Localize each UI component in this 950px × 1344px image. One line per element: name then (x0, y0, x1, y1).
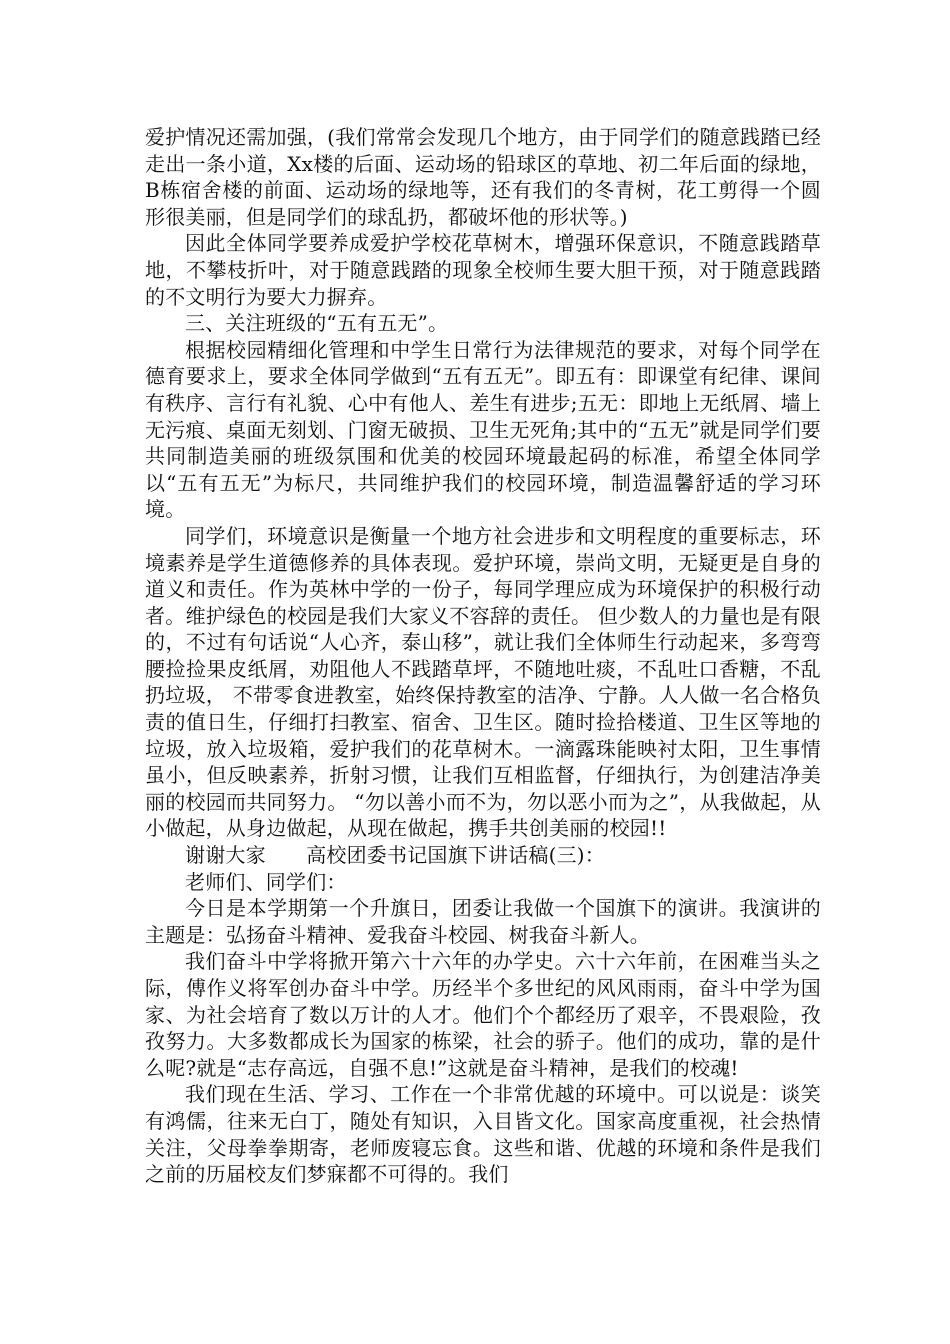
paragraph-8: 今日是本学期第一个升旗日，团委让我做一个国旗下的演讲。我演讲的主题是：弘扬奋斗精神、爱我奋斗校园、树我奋斗新人。 (145, 896, 821, 947)
paragraph-9: 我们奋斗中学将掀开第六十六年的办学史。六十六年前，在困难当头之际，傅作义将军创办奋斗中学。历经半个多世纪的风风雨雨，奋斗中学为国家、为社会培育了数以万计的人才。他们个个都经历了艰辛，不畏艰险，孜孜努力。大多数都成长为国家的栋梁，社会的骄子。他们的成功，靠的是什么呢?就是“志存高远，自强不息!”这就是奋斗精神，是我们的校魂! (145, 949, 821, 1080)
paragraph-10: 我们现在生活、学习、工作在一个非常优越的环境中。可以说是：谈笑有鸿儒，往来无白丁，随处有知识，入目皆文化。国家高度重视，社会热情关注，父母拳拳期寄，老师废寝忘食。这些和谐、优越的环境和条件是我们之前的历届校友们梦寐都不可得的。我们 (145, 1082, 821, 1187)
salutation: 老师们、同学们： (185, 869, 347, 894)
paragraph-4: 根据校园精细化管理和中学生日常行为法律规范的要求，对每个同学在德育要求上，要求全体同学做到“五有五无”。即五有：即课堂有纪律、课间有秩序、言行有礼貌、心中有他人、差生有进步;五无：即地上无纸屑、墙上无污痕、桌面无刻划、门窗无破损、卫生无死角;其中的“五无”就是同学们要共同制造美丽的班级氛围和优美的校园环境最起码的标准，希望全体同学以“五有五无”为标尺，共同维护我们的校园环境，制造温馨舒适的学习环境。 (145, 337, 821, 522)
document-body (145, 124, 821, 1188)
speech-title-line: 谢谢大家 高校团委书记国旗下讲话稿(三)： (185, 843, 606, 868)
paragraph-2: 因此全体同学要养成爱护学校花草树木，增强环保意识，不随意践踏草地，不攀枝折叶，对于随意践踏的现象全校师生要大胆干预，对于随意践踏的不文明行为要大力摒弃。 (145, 231, 821, 309)
paragraph-1: 爱护情况还需加强，(我们常常会发现几个地方，由于同学们的随意践踏已经走出一条小道，Xx楼的后面、运动场的铅球区的草地、初二年后面的绿地，B栋宿舍楼的前面、运动场的绿地等，还有我们的冬青树，花工剪得一个圆形很美丽，但是同学们的球乱扔，都破坏他的形状等。) (145, 125, 821, 229)
paragraph-5: 同学们，环境意识是衡量一个地方社会进步和文明程度的重要标志，环境素养是学生道德修养的具体表现。爱护环境，崇尚文明，无疑更是自身的道义和责任。作为英林中学的一份子，每同学理应成为环境保护的积极行动者。维护绿色的校园是我们大家义不容辞的责任。 但少数人的力量也是有限的，不过有句话说“人心齐，泰山移”，就让我们全体师生行动起来，多弯弯腰捡捡果皮纸屑，劝阻他人不践踏草坪，不随地吐痰，不乱吐口香糖，不乱扔垃圾， 不带零食进教室，始终保持教室的洁净、宁静。人人做一名合格负责的值日生，仔细打扫教室、宿舍、卫生区。随时捡拾楼道、卫生区等地的垃圾，放入垃圾箱，爱护我们的花草树木。一滴露珠能映衬太阳，卫生事情虽小，但反映素养，折射习惯，让我们互相监督，仔细执行，为创建洁净美丽的校园而共同努力。 “勿以善小而不为，勿以恶小而为之”，从我做起，从小做起，从身边做起，从现在做起，携手共创美丽的校园!! (145, 523, 821, 841)
section-heading-3: 三、关注班级的“五有五无”。 (185, 311, 449, 336)
